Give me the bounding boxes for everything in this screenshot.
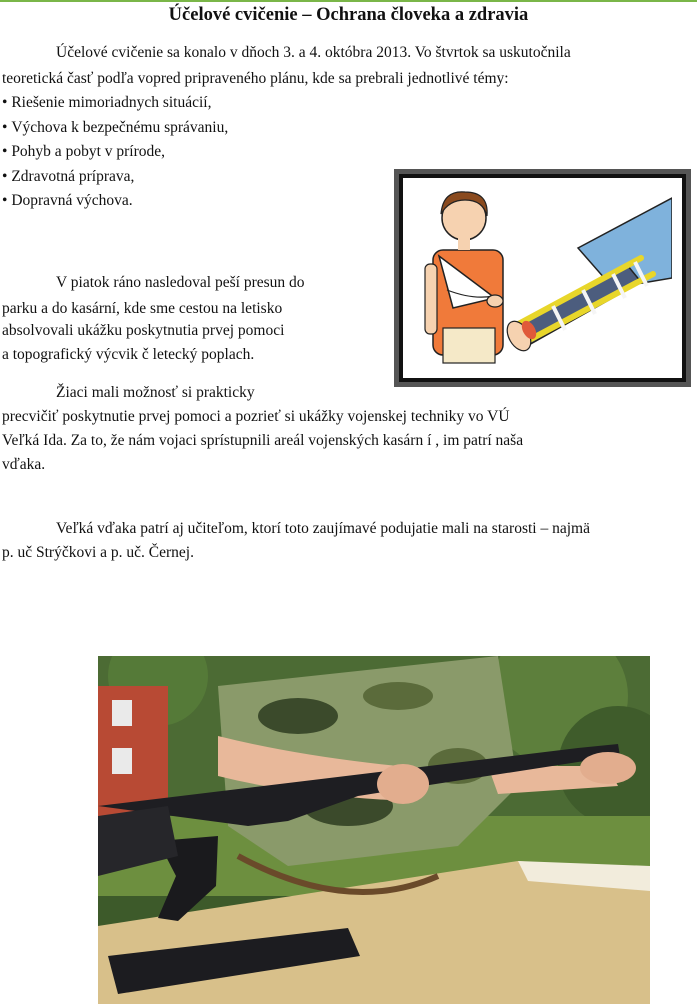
friday-line-4: a topografický výcvik č letecký poplach.: [2, 346, 255, 363]
topics-list: [2, 91, 228, 214]
practice-line-1: Žiaci mali možnosť si prakticky: [56, 384, 255, 401]
intro-line-1: Účelové cvičenie sa konalo v dňoch 3. a 4. októbra 2013. Vo štvrtok sa uskutočnila: [56, 44, 571, 61]
list-item: • Dopravná výchova.: [2, 189, 228, 214]
boy-with-sling: [425, 192, 503, 363]
list-item: • Pohyb a pobyt v prírode,: [2, 140, 228, 165]
practice-line-4: vďaka.: [2, 456, 46, 473]
friday-line-3: absolvovali ukážku poskytnutia prvej pomoci: [2, 322, 285, 339]
friday-line-2: parku a do kasární, kde sme cestou na letisko: [2, 300, 283, 317]
first-aid-illustration: [394, 169, 691, 387]
page-title: Účelové cvičenie – Ochrana človeka a zdravia: [168, 5, 529, 25]
thanks-line-2: p. uč Strýčkovi a p. uč. Černej.: [2, 544, 194, 561]
first-aid-drawing: [403, 178, 672, 368]
list-item: • Riešenie mimoriadnych situácií,: [2, 91, 228, 116]
splinted-arm: [502, 198, 672, 355]
rifle-photo-drawing: [98, 656, 650, 1004]
friday-line-1: V piatok ráno nasledoval peší presun do: [56, 274, 305, 291]
rifle-assembly-photo: [98, 656, 650, 1004]
practice-line-3: Veľká Ida. Za to, že nám vojaci sprístupnili areál vojenských kasárn í , im patrí naša: [2, 432, 524, 449]
top-accent-rule: [0, 0, 697, 2]
practice-line-2: precvičiť poskytnutie prvej pomoci a pozrieť si ukážky vojenskej techniky vo VÚ: [2, 408, 510, 425]
list-item: • Výchova k bezpečnému správaniu,: [2, 116, 228, 141]
intro-line-2: teoretická časť podľa vopred pripraveného plánu, kde sa prebrali jednotlivé témy:: [2, 70, 509, 87]
list-item: • Zdravotná príprava,: [2, 165, 228, 190]
thanks-line-1: Veľká vďaka patrí aj učiteľom, ktorí toto zaujímavé podujatie mali na starosti – najmä: [56, 520, 590, 537]
